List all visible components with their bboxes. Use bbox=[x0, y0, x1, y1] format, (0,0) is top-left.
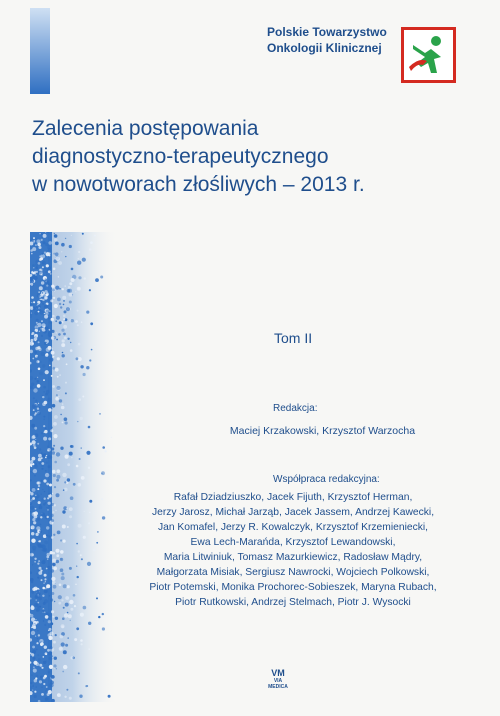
title-line-1: Zalecenia postępowania bbox=[32, 117, 259, 140]
editors-label: Redakcja: bbox=[273, 403, 318, 414]
organization-line-1: Polskie Towarzystwo bbox=[267, 25, 387, 39]
organization-logo bbox=[401, 27, 456, 83]
collaborators-line: Maria Litwiniuk, Tomasz Mazurkiewicz, Radosław Mądry, bbox=[163, 552, 423, 563]
organization-line-2: Onkologii Klinicznej bbox=[267, 41, 382, 55]
collaborators-list bbox=[143, 490, 443, 610]
collaborators-line: Małgorzata Misiak, Sergiusz Nawrocki, Wojciech Polkowski, bbox=[156, 567, 430, 578]
publisher-mark: VM bbox=[271, 668, 285, 678]
title-line-3: w nowotworach złośliwych – 2013 r. bbox=[32, 173, 365, 196]
collaborators-line: Piotr Potemski, Monika Prochorec-Sobieszek, Maryna Rubach, bbox=[149, 582, 437, 593]
volume-label: Tom II bbox=[274, 330, 313, 346]
collaborators-line: Piotr Rutkowski, Andrzej Stelmach, Piotr J. Wysocki bbox=[175, 597, 411, 608]
book-title bbox=[32, 115, 472, 199]
side-decorative-pattern bbox=[30, 232, 118, 702]
collaborators-line: Rafał Dziadziuszko, Jacek Fijuth, Krzysztof Herman, bbox=[173, 492, 413, 503]
collaborators-line: Jerzy Jarosz, Michał Jarząb, Jacek Jassem, Andrzej Kawecki, bbox=[151, 507, 435, 518]
collaborators-line: Jan Komafel, Jerzy R. Kowalczyk, Krzysztof Krzemieniecki, bbox=[157, 522, 429, 533]
collaborators-line: Ewa Lech-Marańda, Krzysztof Lewandowski, bbox=[190, 537, 396, 548]
top-decorative-strip bbox=[30, 8, 50, 94]
publisher-logo bbox=[265, 668, 291, 690]
editors-names: Maciej Krzakowski, Krzysztof Warzocha bbox=[229, 425, 416, 437]
publisher-name: VIA MEDICA bbox=[268, 678, 288, 690]
title-line-2: diagnostyczno-terapeutycznego bbox=[32, 145, 329, 168]
collaboration-label: Współpraca redakcyjna: bbox=[273, 474, 380, 485]
organization-name bbox=[267, 24, 387, 56]
